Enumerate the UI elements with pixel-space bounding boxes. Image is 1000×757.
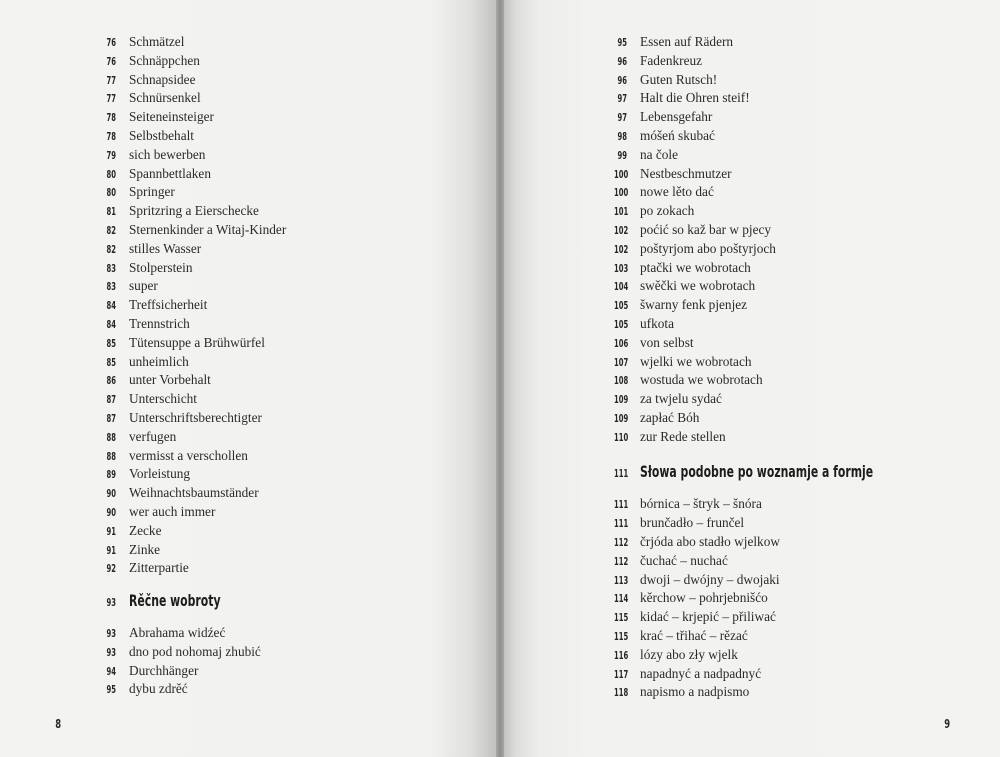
toc-entry — [96, 559, 476, 578]
entry-page-number: 83 — [106, 261, 116, 275]
entry-title: móšeń skubać — [640, 127, 715, 143]
entry-title: Zitterpartie — [129, 560, 189, 576]
entry-page-number: 109 — [613, 411, 629, 425]
entry-page-number: 82 — [106, 223, 116, 237]
toc-entry — [606, 627, 966, 646]
right-entries-top — [606, 33, 966, 447]
left-toc-column — [96, 33, 476, 699]
toc-entry — [606, 552, 966, 571]
entry-page-number: 104 — [613, 280, 629, 294]
entry-title: Stolperstein — [129, 259, 193, 275]
page-number-right: 9 — [944, 717, 951, 731]
entry-page-number: 80 — [106, 186, 116, 200]
entry-page-number: 103 — [613, 261, 629, 275]
toc-entry — [606, 646, 966, 665]
entry-title: poćić so kaž bar w pjecy — [640, 221, 772, 237]
entry-title: Unterschicht — [129, 391, 197, 407]
entry-page-number: 93 — [106, 645, 116, 659]
toc-entry — [606, 202, 966, 221]
entry-page-number: 101 — [613, 205, 629, 219]
entry-title: napadnyć a nadpadnyć — [640, 665, 762, 681]
entry-title: krać – třihać – rězać — [640, 627, 748, 643]
toc-entry — [96, 259, 476, 278]
entry-page-number: 85 — [106, 355, 116, 369]
toc-entry — [606, 390, 966, 409]
entry-title: Nestbeschmutzer — [640, 165, 732, 181]
toc-entry — [606, 127, 966, 146]
entry-page-number: 113 — [613, 573, 629, 587]
entry-title: ufkota — [640, 315, 674, 331]
entry-title: napismo a nadpismo — [640, 684, 750, 700]
entry-title: Selbstbehalt — [129, 127, 194, 143]
toc-entry — [96, 447, 476, 466]
entry-page-number: 111 — [613, 498, 629, 512]
entry-title: dybu zdrěć — [129, 681, 188, 697]
entry-page-number: 112 — [613, 535, 629, 549]
toc-entry — [606, 334, 966, 353]
entry-page-number: 108 — [613, 374, 629, 388]
toc-entry — [606, 259, 966, 278]
section-title: Rěčne wobroty — [129, 591, 221, 611]
entry-page-number: 90 — [106, 505, 116, 519]
entry-title: bórnica – štryk – šnóra — [640, 496, 762, 512]
entry-title: brunčadło – frunčel — [640, 515, 745, 531]
toc-entry — [606, 683, 966, 702]
entry-page-number: 98 — [617, 129, 627, 143]
entry-title: unheimlich — [129, 353, 189, 369]
entry-page-number: 116 — [613, 648, 629, 662]
entry-page-number: 88 — [106, 449, 116, 463]
entry-title: kidać – krjepić – přiliwać — [640, 609, 776, 625]
entry-title: Sternenkinder a Witaj-Kinder — [129, 221, 287, 237]
toc-entry — [606, 89, 966, 108]
toc-entry — [606, 165, 966, 184]
toc-entry — [96, 428, 476, 447]
entry-title: vermisst a verschollen — [129, 447, 248, 463]
toc-entry — [606, 571, 966, 590]
entry-title: dno pod nohomaj zhubić — [129, 643, 261, 659]
entry-title: dwoji – dwójny – dwojaki — [640, 571, 780, 587]
entry-page-number: 109 — [613, 393, 629, 407]
entry-page-number: 79 — [106, 148, 116, 162]
entry-title: Spannbettlaken — [129, 165, 211, 181]
toc-entry — [96, 277, 476, 296]
entry-title: Weihnachtsbaumständer — [129, 485, 259, 501]
entry-page-number: 91 — [106, 543, 116, 557]
toc-entry — [606, 589, 966, 608]
toc-entry — [96, 541, 476, 560]
entry-page-number: 95 — [106, 683, 116, 697]
toc-entry — [96, 315, 476, 334]
entry-page-number: 100 — [613, 167, 629, 181]
entry-page-number: 94 — [106, 664, 116, 678]
entry-title: Schnürsenkel — [129, 90, 201, 106]
entry-page-number: 78 — [106, 129, 116, 143]
entry-title: stilles Wasser — [129, 240, 202, 256]
toc-entry — [96, 71, 476, 90]
section-page-number: 93 — [106, 596, 116, 610]
toc-entry — [96, 371, 476, 390]
toc-entry — [606, 296, 966, 315]
entry-page-number: 114 — [613, 592, 629, 606]
entry-title: Seiteneinsteiger — [129, 109, 214, 125]
right-toc-column — [606, 33, 966, 702]
entry-page-number: 84 — [106, 317, 116, 331]
toc-entry — [96, 353, 476, 372]
entry-title: wjelki we wobrotach — [640, 353, 752, 369]
entry-page-number: 102 — [613, 242, 629, 256]
entry-title: Halt die Ohren steif! — [640, 90, 750, 106]
toc-entry — [606, 608, 966, 627]
toc-entry — [96, 221, 476, 240]
toc-entry — [96, 52, 476, 71]
entry-title: sich bewerben — [129, 146, 206, 162]
entry-page-number: 96 — [617, 73, 627, 87]
entry-page-number: 89 — [106, 468, 116, 482]
entry-title: Unterschriftsberechtigter — [129, 409, 262, 425]
entry-title: verfugen — [129, 428, 177, 444]
entry-title: poštyrjom abo poštyrjoch — [640, 240, 776, 256]
toc-entry — [96, 680, 476, 699]
entry-title: Springer — [129, 184, 175, 200]
entry-page-number: 105 — [613, 317, 629, 331]
toc-entry — [96, 334, 476, 353]
entry-title: na čole — [640, 146, 679, 162]
toc-entry — [606, 495, 966, 514]
entry-title: Guten Rutsch! — [640, 71, 718, 87]
toc-entry — [96, 522, 476, 541]
entry-title: zapłać Bóh — [640, 409, 700, 425]
entry-page-number: 115 — [613, 629, 629, 643]
entry-page-number: 76 — [106, 54, 116, 68]
entry-page-number: 107 — [613, 355, 629, 369]
toc-entry — [96, 127, 476, 146]
entry-title: Abrahama widźeć — [129, 624, 226, 640]
entry-page-number: 88 — [106, 430, 116, 444]
toc-entry — [96, 33, 476, 52]
toc-entry — [606, 514, 966, 533]
toc-entry — [606, 221, 966, 240]
entry-page-number: 106 — [613, 336, 629, 350]
entry-title: zur Rede stellen — [640, 428, 726, 444]
entry-page-number: 115 — [613, 611, 629, 625]
entry-page-number: 95 — [617, 36, 627, 49]
toc-entry — [606, 277, 966, 296]
toc-entry — [606, 315, 966, 334]
entry-title: Essen auf Rädern — [640, 34, 734, 49]
entry-title: Vorleistung — [129, 466, 191, 482]
entry-page-number: 97 — [617, 111, 627, 125]
toc-entry — [606, 146, 966, 165]
entry-title: wer auch immer — [129, 503, 216, 519]
entry-title: swěčki we wobrotach — [640, 278, 756, 294]
left-entries-top — [96, 33, 476, 578]
entry-page-number: 76 — [106, 36, 116, 49]
toc-entry — [606, 71, 966, 90]
toc-entry — [606, 240, 966, 259]
entry-page-number: 92 — [106, 562, 116, 576]
entry-page-number: 93 — [106, 626, 116, 640]
entry-title: Tütensuppe a Brühwürfel — [129, 334, 265, 350]
entry-page-number: 87 — [106, 393, 116, 407]
entry-title: wostuda we wobrotach — [640, 372, 763, 388]
entry-page-number: 99 — [617, 148, 627, 162]
entry-title: Fadenkreuz — [640, 52, 703, 68]
entry-title: super — [129, 278, 158, 294]
entry-title: Trennstrich — [129, 315, 190, 331]
entry-title: lózy abo zły wjelk — [640, 646, 738, 662]
toc-entry — [606, 533, 966, 552]
entry-page-number: 96 — [617, 54, 627, 68]
entry-page-number: 90 — [106, 487, 116, 501]
entry-title: von selbst — [640, 334, 694, 350]
toc-entry — [96, 503, 476, 522]
entry-title: Zecke — [129, 522, 162, 538]
toc-entry — [96, 165, 476, 184]
entry-page-number: 105 — [613, 299, 629, 313]
toc-entry — [606, 371, 966, 390]
entry-page-number: 87 — [106, 411, 116, 425]
entry-title: ptački we wobrotach — [640, 259, 751, 275]
toc-entry — [606, 183, 966, 202]
toc-entry — [96, 624, 476, 643]
toc-entry — [96, 643, 476, 662]
entry-page-number: 82 — [106, 242, 116, 256]
entry-page-number: 81 — [106, 205, 116, 219]
entry-title: čuchać – nuchać — [640, 552, 728, 568]
entry-title: kěrchow – pohrjebnišćo — [640, 590, 768, 606]
entry-title: Spritzring a Eierschecke — [129, 203, 259, 219]
entry-page-number: 85 — [106, 336, 116, 350]
entry-title: Schmätzel — [129, 34, 185, 49]
toc-entry — [96, 296, 476, 315]
right-page — [500, 0, 1000, 757]
entry-page-number: 86 — [106, 374, 116, 388]
entry-page-number: 77 — [106, 92, 116, 106]
left-section-heading — [96, 592, 476, 611]
entry-title: črjóda abo stadło wjelkow — [640, 533, 780, 549]
toc-entry — [96, 89, 476, 108]
toc-entry — [606, 108, 966, 127]
toc-entry — [96, 484, 476, 503]
toc-entry — [96, 202, 476, 221]
entry-page-number: 102 — [613, 223, 629, 237]
toc-entry — [96, 146, 476, 165]
entry-page-number: 91 — [106, 524, 116, 538]
entry-title: Treffsicherheit — [129, 297, 208, 313]
right-section-heading — [606, 463, 966, 482]
left-entries-bottom — [96, 624, 476, 699]
entry-title: nowe lěto dać — [640, 184, 714, 200]
toc-entry — [96, 409, 476, 428]
entry-title: Schnapsidee — [129, 71, 196, 87]
entry-page-number: 117 — [613, 667, 629, 681]
toc-entry — [606, 428, 966, 447]
toc-entry — [96, 465, 476, 484]
entry-title: Lebensgefahr — [640, 109, 713, 125]
entry-page-number: 100 — [613, 186, 629, 200]
page-number-left: 8 — [55, 717, 62, 731]
book-gutter — [496, 0, 504, 757]
toc-entry — [96, 183, 476, 202]
entry-title: šwarny fenk pjenjez — [640, 297, 748, 313]
toc-entry — [606, 665, 966, 684]
entry-page-number: 80 — [106, 167, 116, 181]
entry-page-number: 110 — [613, 430, 629, 444]
entry-page-number: 83 — [106, 280, 116, 294]
entry-page-number: 97 — [617, 92, 627, 106]
entry-page-number: 77 — [106, 73, 116, 87]
entry-title: Durchhänger — [129, 662, 199, 678]
entry-page-number: 78 — [106, 111, 116, 125]
toc-entry — [606, 52, 966, 71]
entry-page-number: 111 — [613, 517, 629, 531]
toc-entry — [606, 33, 966, 52]
entry-title: unter Vorbehalt — [129, 372, 211, 388]
entry-title: Zinke — [129, 541, 161, 557]
toc-entry — [96, 390, 476, 409]
entry-page-number: 84 — [106, 299, 116, 313]
toc-entry — [96, 662, 476, 681]
entry-page-number: 118 — [613, 686, 629, 700]
toc-entry — [606, 409, 966, 428]
toc-entry — [96, 108, 476, 127]
entry-title: Schnäppchen — [129, 52, 200, 68]
right-entries-bottom — [606, 495, 966, 702]
toc-entry — [606, 353, 966, 372]
entry-title: po zokach — [640, 203, 695, 219]
toc-entry — [96, 240, 476, 259]
section-page-number: 111 — [613, 466, 629, 480]
entry-page-number: 112 — [613, 554, 629, 568]
entry-title: za twjelu sydać — [640, 391, 722, 407]
section-title: Słowa podobne po woznamje a formje — [640, 461, 874, 481]
